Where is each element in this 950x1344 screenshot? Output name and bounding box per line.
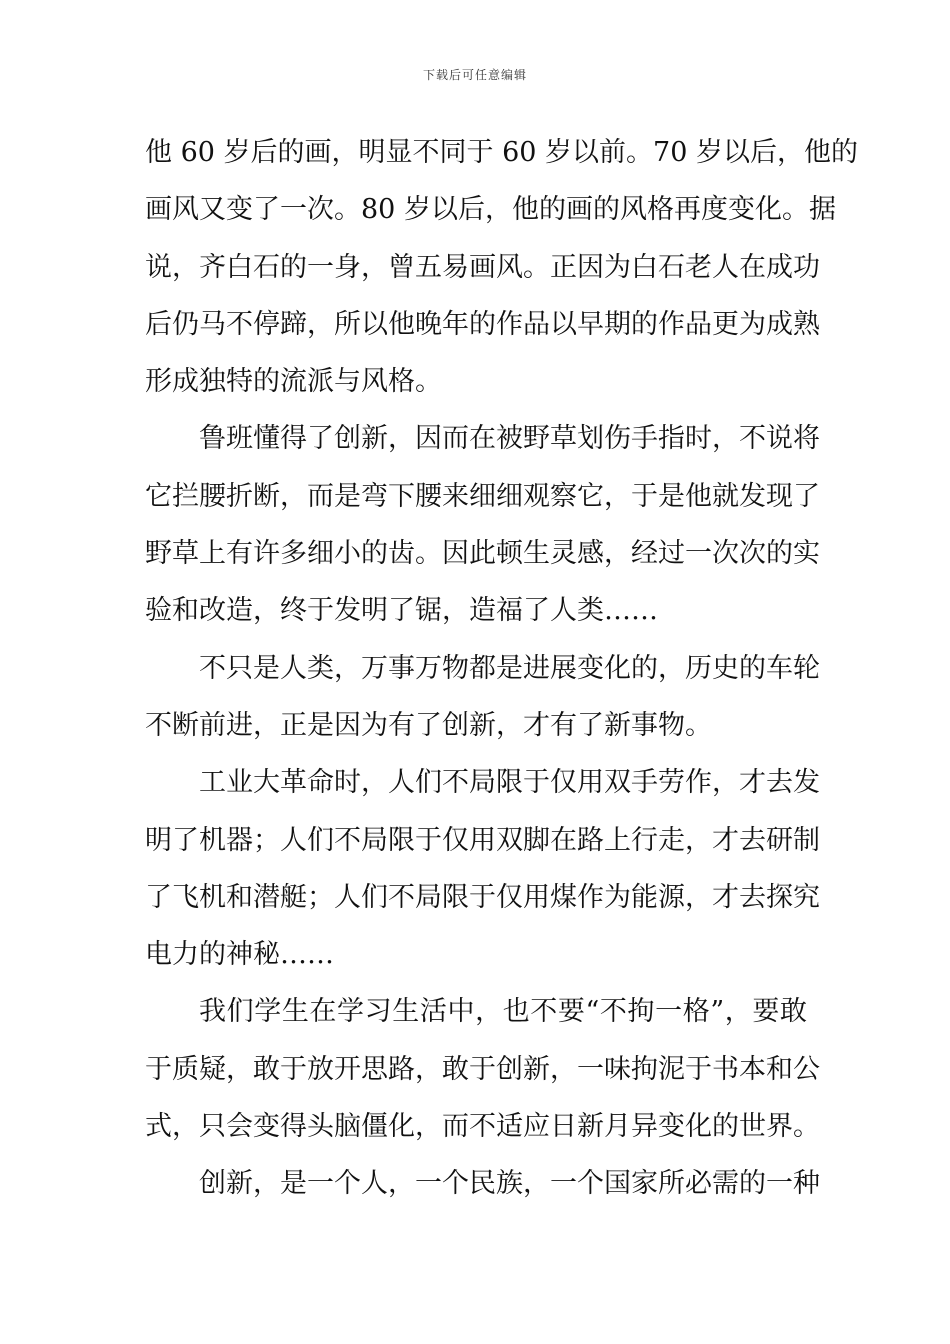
text-line: 了飞机和潜艇；人们不局限于仅用煤作为能源，才去探究 [145,881,820,913]
text-line: 说，齐白石的一身，曾五易画风。正因为白石老人在成功 [145,251,820,283]
text-line: 我们学生在学习生活中，也不要“不拘一格”，要敢 [199,996,807,1028]
text-line: 画风又变了一次。80 岁以后，他的画的风格再度变化。据 [145,194,836,226]
text-line: 明了机器；人们不局限于仅用双脚在路上行走，才去研制 [145,824,820,856]
text-line: 于质疑，敢于放开思路，敢于创新，一味拘泥于书本和公 [145,1053,820,1085]
text-line: 不只是人类，万事万物都是进展变化的，历史的车轮 [199,652,820,684]
text-line: 鲁班懂得了创新，因而在被野草划伤手指时，不说将 [199,423,820,455]
text-line: 式，只会变得头脑僵化，而不适应日新月异变化的世界。 [145,1111,820,1143]
text-line: 形成独特的流派与风格。 [145,366,442,398]
text-line: 电力的神秘…… [145,939,334,971]
text-line: 野草上有许多细小的齿。因此顿生灵感，经过一次次的实 [145,538,820,570]
text-line: 验和改造，终于发明了锯，造福了人类…… [145,595,658,627]
text-line: 它拦腰折断，而是弯下腰来细细观察它，于是他就发现了 [145,480,820,512]
text-line: 创新，是一个人，一个民族，一个国家所必需的一种 [199,1168,820,1200]
text-line: 不断前进，正是因为有了创新，才有了新事物。 [145,709,712,741]
text-line: 工业大革命时，人们不局限于仅用双手劳作，才去发 [199,767,820,799]
text-line: 后仍马不停蹄，所以他晚年的作品以早期的作品更为成熟 [145,308,820,340]
text-line: 他 60 岁后的画，明显不同于 60 岁以前。70 岁以后，他的 [145,137,858,168]
document-body [145,131,858,1220]
header-note: 下载后可任意编辑 [422,68,527,82]
